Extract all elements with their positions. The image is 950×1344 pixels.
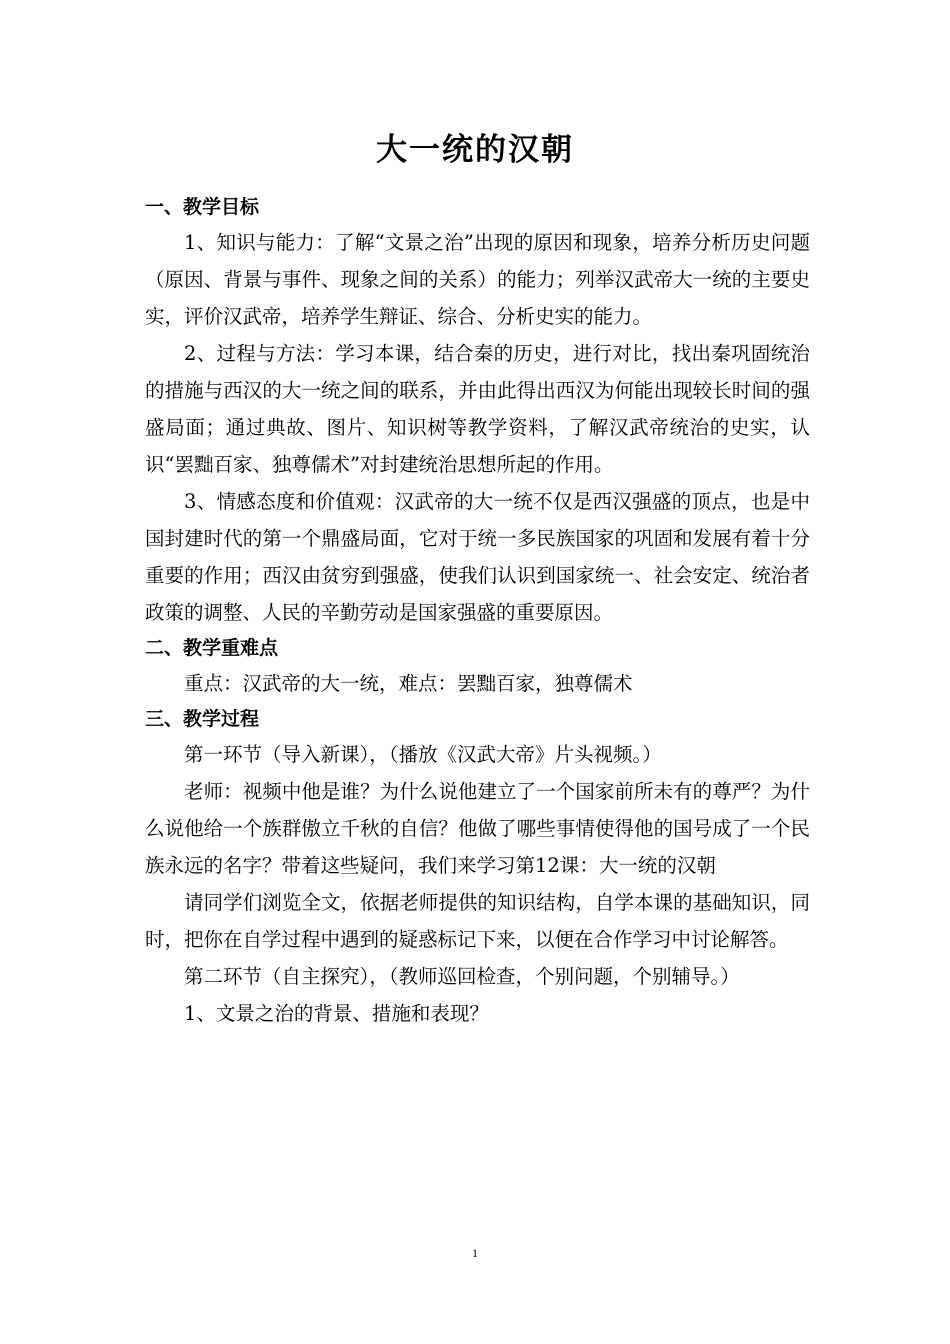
goal-knowledge-paragraph: 1、知识与能力：了解“文景之治”出现的原因和现象，培养分析历史问题（原因、背景与事件、现象之间的关系）的能力；列举汉武帝大一统的主要史实，评价汉武帝，培养学生辩证、综合、分析史实的能力。 [145, 231, 810, 328]
section-heading-goals: 一、教学目标 [145, 196, 260, 218]
process-step2-paragraph: 第二环节（自主探究），（教师巡回检查，个别问题，个别辅导。） [184, 965, 740, 988]
document-body [145, 190, 810, 1032]
process-step1-paragraph: 第一环节（导入新课），（播放《汉武大帝》片头视频。） [184, 743, 662, 766]
document-title: 大一统的汉朝 [376, 132, 574, 168]
teacher-question-paragraph: 老师：视频中他是谁？为什么说他建立了一个国家前所未有的尊严？为什么说他给一个族群傲立千秋的自信？他做了哪些事情使得他的国号成了一个民族永远的名字？带着这些疑问，我们来学习第12课：大一统的汉朝 [145, 780, 810, 877]
section-heading-process: 三、教学过程 [145, 708, 260, 730]
goal-values-paragraph: 3、情感态度和价值观：汉武帝的大一统不仅是西汉强盛的顶点，也是中国封建时代的第一个鼎盛局面，它对于统一多民族国家的巩固和发展有着十分重要的作用；西汉由贫穷到强盛，使我们认识到国家统一、社会安定、统治者政策的调整、人民的辛勤劳动是国家强盛的重要原因。 [145, 490, 810, 624]
section-heading-key-points: 二、教学重难点 [145, 637, 279, 659]
question-1-paragraph: 1、文景之治的背景、措施和表现？ [184, 1002, 489, 1025]
self-study-paragraph: 请同学们浏览全文，依据老师提供的知识结构，自学本课的基础知识，同时，把你在自学过程中遇到的疑惑标记下来，以便在合作学习中讨论解答。 [145, 891, 810, 951]
goal-process-paragraph: 2、过程与方法：学习本课，结合秦的历史，进行对比，找出秦巩固统治的措施与西汉的大一统之间的联系，并由此得出西汉为何能出现较长时间的强盛局面；通过典故、图片、知识树等教学资料，了解汉武帝统治的史实，认识“罢黜百家、独尊儒术”对封建统治思想所起的作用。 [145, 342, 810, 476]
page-number: 1 [472, 1246, 478, 1260]
key-points-paragraph: 重点：汉武帝的大一统，难点：罢黜百家，独尊儒术 [184, 672, 633, 695]
